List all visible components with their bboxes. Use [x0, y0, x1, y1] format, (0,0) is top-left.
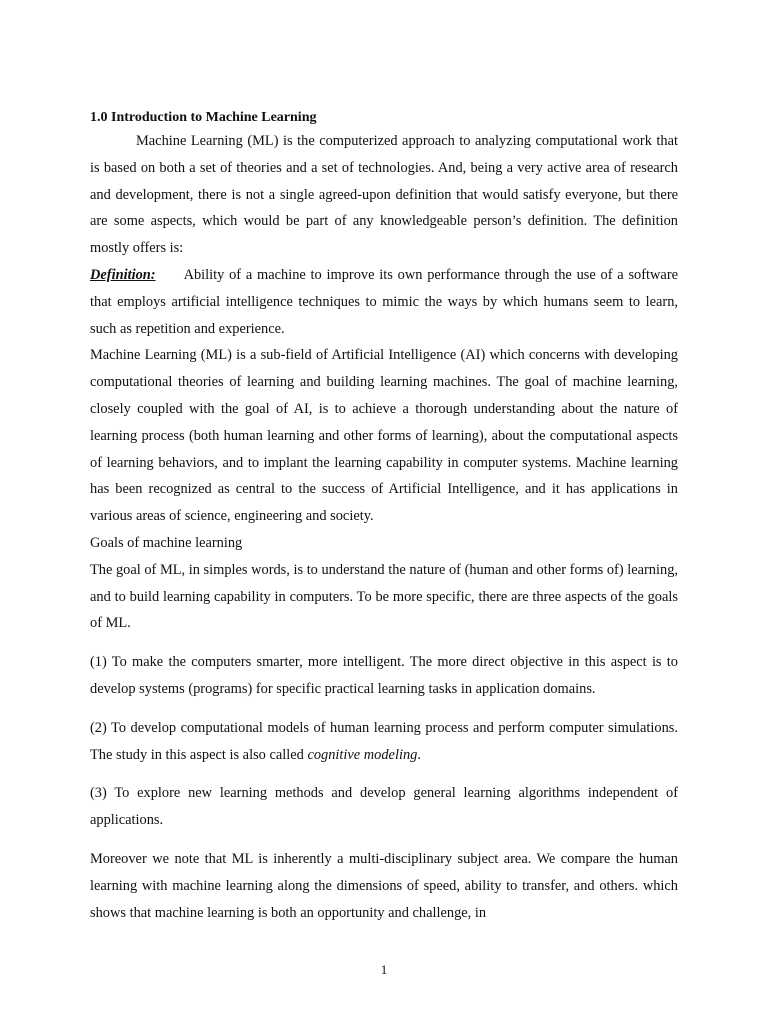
- ml-paragraph: Machine Learning (ML) is a sub-field of Artificial Intelligence (AI) which concerns with developing computational theories of learning and building learning machines. The goal of machine learning, closely coupled with the goal of AI, is to achieve a thorough understanding about the nature of learning process (both human learning and other forms of learning), about the computational aspects of learning behaviors, and to implant the learning capability in computer systems. Machine learning has been recognized as central to the success of Artificial Intelligence, and it has applications in various areas of science, engineering and society.: [90, 347, 678, 525]
- section-heading: 1.0 Introduction to Machine Learning: [90, 110, 317, 125]
- document-page: [90, 108, 678, 926]
- page-number: 1: [380, 962, 388, 977]
- intro-paragraph: Machine Learning (ML) is the computerized approach to analyzing computational work that is based on both a set of theories and a set of technologies. And, being a very active area of research and development, there is not a single agreed-upon definition that would satisfy everyone, but there are some aspects, which would be part of any knowledgeable person’s definition. The definition mostly offers is:: [90, 133, 678, 257]
- goal-2-paragraph: [90, 715, 678, 769]
- goal-2-end: .: [417, 746, 421, 763]
- goal-1-paragraph: (1) To make the computers smarter, more intelligent. The more direct objective in this aspect is to develop systems (programs) for specific practical learning tasks in application domains.: [90, 654, 678, 697]
- goal-2-text: (2) To develop computational models of human learning process and perform computer simulations. The study in this aspect is also called: [90, 719, 678, 763]
- goal-2-term: cognitive modeling: [307, 746, 418, 763]
- goals-heading: Goals of machine learning: [90, 534, 243, 551]
- definition-label: Definition:: [90, 266, 156, 283]
- definition-text: Ability of a machine to improve its own performance through the use of a software that employs artificial intelligence techniques to mimic the ways by which humans seem to learn, such as repetition and experience.: [90, 266, 678, 337]
- definition-paragraph: [90, 262, 678, 342]
- goals-intro-paragraph: The goal of ML, in simples words, is to understand the nature of (human and other forms of) learning, and to build learning capability in computers. To be more specific, there are three aspects of the goals of ML.: [90, 561, 678, 632]
- goal-3-paragraph: (3) To explore new learning methods and develop general learning algorithms independent of applications.: [90, 785, 678, 829]
- moreover-paragraph: Moreover we note that ML is inherently a multi-disciplinary subject area. We compare the human learning with machine learning along the dimensions of speed, ability to transfer, and others. which shows that machine learning is both an opportunity and challenge, in: [90, 850, 678, 921]
